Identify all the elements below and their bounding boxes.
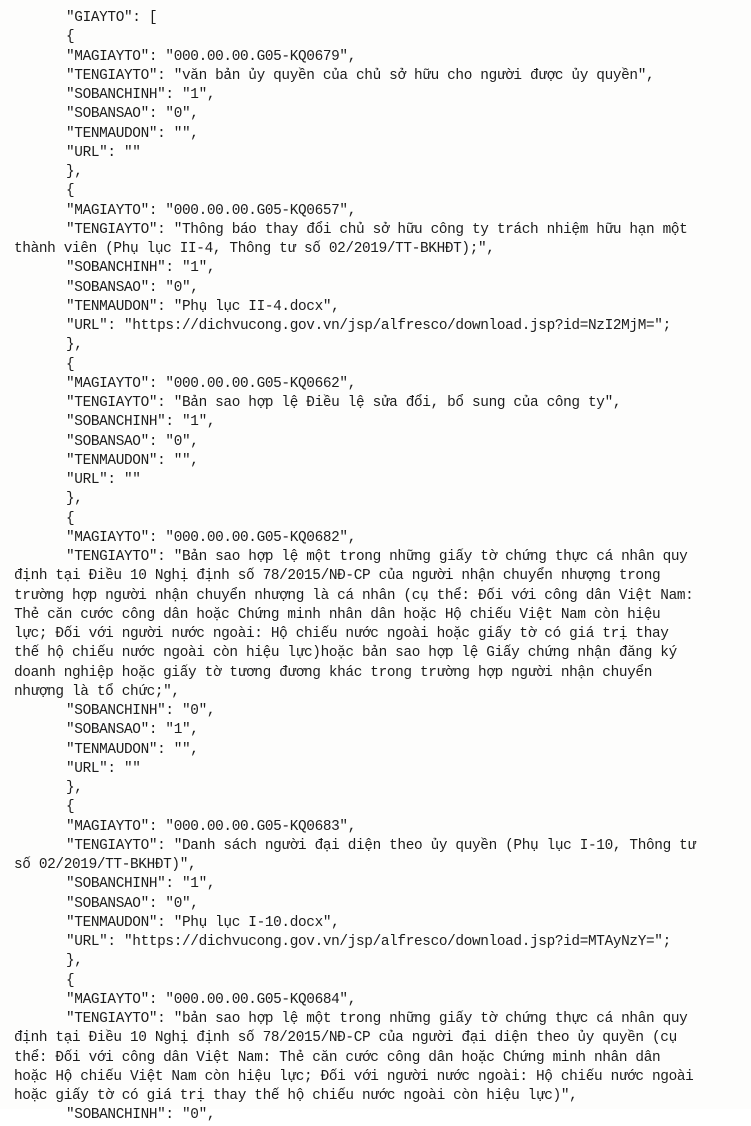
text-line: }, bbox=[66, 164, 83, 180]
text-line: "MAGIAYTO": "000.00.00.G05-KQ0684", bbox=[66, 991, 357, 1008]
text-line: hoặc giấy tờ có giá trị thay thế hộ chiếu nước ngoài còn hiệu lực)", bbox=[14, 1088, 578, 1104]
text-line: số 02/2019/TT-BKHĐT)", bbox=[14, 857, 197, 873]
text-line: "URL": "" bbox=[66, 144, 141, 161]
json-text-block bbox=[0, 9, 751, 1126]
text-line: doanh nghiệp hoặc giấy tờ tương đương khác trong trường hợp người nhận chuyển bbox=[14, 664, 653, 681]
text-line: "SOBANCHINH": "1", bbox=[66, 414, 216, 431]
text-line: "TENMAUDON": "Phụ lục I-10.docx", bbox=[66, 914, 340, 931]
text-line: }, bbox=[66, 780, 83, 796]
text-line: "TENGIAYTO": "Bản sao hợp lệ Điều lệ sửa đổi, bổ sung của công ty", bbox=[66, 395, 622, 411]
text-line: "URL": "" bbox=[66, 472, 141, 488]
text-line: "TENGIAYTO": "Thông báo thay đổi chủ sở hữu công ty trách nhiệm hữu hạn một bbox=[66, 221, 688, 238]
text-line: "TENMAUDON": "Phụ lục II-4.docx", bbox=[66, 298, 340, 315]
text-line: "MAGIAYTO": "000.00.00.G05-KQ0657", bbox=[66, 202, 357, 219]
text-line: }, bbox=[66, 491, 83, 508]
text-line: hoặc Hộ chiếu Việt Nam còn hiệu lực; Đối với người nước ngoài: Hộ chiếu nước ngoài bbox=[14, 1068, 694, 1085]
text-line: { bbox=[66, 183, 75, 200]
text-line: { bbox=[66, 799, 75, 816]
text-line: "SOBANCHINH": "1", bbox=[66, 260, 216, 277]
text-line: { bbox=[66, 29, 75, 46]
text-line: thế hộ chiếu nước ngoài còn hiệu lực)hoặc bản sao hợp lệ Giấy chứng nhận đăng ký bbox=[14, 645, 677, 662]
text-line: "SOBANSAO": "0", bbox=[66, 433, 199, 450]
text-line: định tại Điều 10 Nghị định số 78/2015/NĐ-CP của người đại diện theo ủy quyền (cụ bbox=[14, 1030, 677, 1047]
text-line: "SOBANSAO": "0", bbox=[66, 279, 199, 296]
text-line: "SOBANCHINH": "0", bbox=[66, 703, 216, 719]
text-line: "URL": "https://dichvucong.gov.vn/jsp/alfresco/download.jsp?id=NzI2MjM="; bbox=[66, 318, 671, 334]
text-line: "TENGIAYTO": "Bản sao hợp lệ một trong những giấy tờ chứng thực cá nhân quy bbox=[66, 549, 688, 565]
text-line: { bbox=[66, 510, 75, 527]
text-line: "GIAYTO": [ bbox=[66, 10, 158, 26]
text-line: "MAGIAYTO": "000.00.00.G05-KQ0683", bbox=[66, 818, 357, 835]
text-line: "TENMAUDON": "", bbox=[66, 125, 199, 142]
text-line: "SOBANSAO": "1", bbox=[66, 722, 199, 739]
text-line: nhượng là tổ chức;", bbox=[14, 683, 180, 700]
text-line: thể: Đối với công dân Việt Nam: Thẻ căn cước công dân hoặc Chứng minh nhân dân bbox=[14, 1049, 661, 1066]
text-line: "TENMAUDON": "", bbox=[66, 741, 199, 758]
text-line: "TENGIAYTO": "Danh sách người đại diện theo ủy quyền (Phụ lục I-10, Thông tư bbox=[66, 837, 696, 854]
text-line: "SOBANCHINH": "0", bbox=[66, 1107, 216, 1124]
text-line: thành viên (Phụ lục II-4, Thông tư số 02/2019/TT-BKHĐT);", bbox=[14, 241, 495, 257]
text-line: "URL": "https://dichvucong.gov.vn/jsp/alfresco/download.jsp?id=MTAyNzY="; bbox=[66, 934, 671, 950]
text-line: "TENGIAYTO": "văn bản ủy quyền của chủ sở hữu cho người được ủy quyền", bbox=[66, 67, 655, 84]
text-line: Thẻ căn cước công dân hoặc Chứng minh nhân dân hoặc Hộ chiếu Việt Nam còn hiệu bbox=[14, 606, 661, 623]
text-line: "TENGIAYTO": "bản sao hợp lệ một trong những giấy tờ chứng thực cá nhân quy bbox=[66, 1011, 688, 1027]
text-line: }, bbox=[66, 953, 83, 970]
text-line: định tại Điều 10 Nghị định số 78/2015/NĐ-CP của người nhận chuyển nhượng trong bbox=[14, 568, 661, 585]
text-line: "SOBANCHINH": "1", bbox=[66, 87, 216, 103]
text-line: "SOBANCHINH": "1", bbox=[66, 876, 216, 893]
text-line: "MAGIAYTO": "000.00.00.G05-KQ0679", bbox=[66, 48, 357, 65]
text-line: "TENMAUDON": "", bbox=[66, 452, 199, 469]
text-line: "MAGIAYTO": "000.00.00.G05-KQ0682", bbox=[66, 529, 357, 546]
text-line: { bbox=[66, 356, 75, 373]
text-line: { bbox=[66, 972, 75, 989]
text-line: lực; Đối với người nước ngoài: Hộ chiếu nước ngoài hoặc giấy tờ có giá trị thay bbox=[14, 626, 669, 642]
text-line: "MAGIAYTO": "000.00.00.G05-KQ0662", bbox=[66, 375, 357, 392]
text-line: }, bbox=[66, 337, 83, 354]
text-line: "SOBANSAO": "0", bbox=[66, 106, 199, 123]
text-line: "SOBANSAO": "0", bbox=[66, 895, 199, 912]
text-line: trường hợp người nhận chuyển nhượng là cá nhân (cụ thể: Đối với công dân Việt Nam: bbox=[14, 587, 694, 604]
text-line: "URL": "" bbox=[66, 760, 141, 777]
